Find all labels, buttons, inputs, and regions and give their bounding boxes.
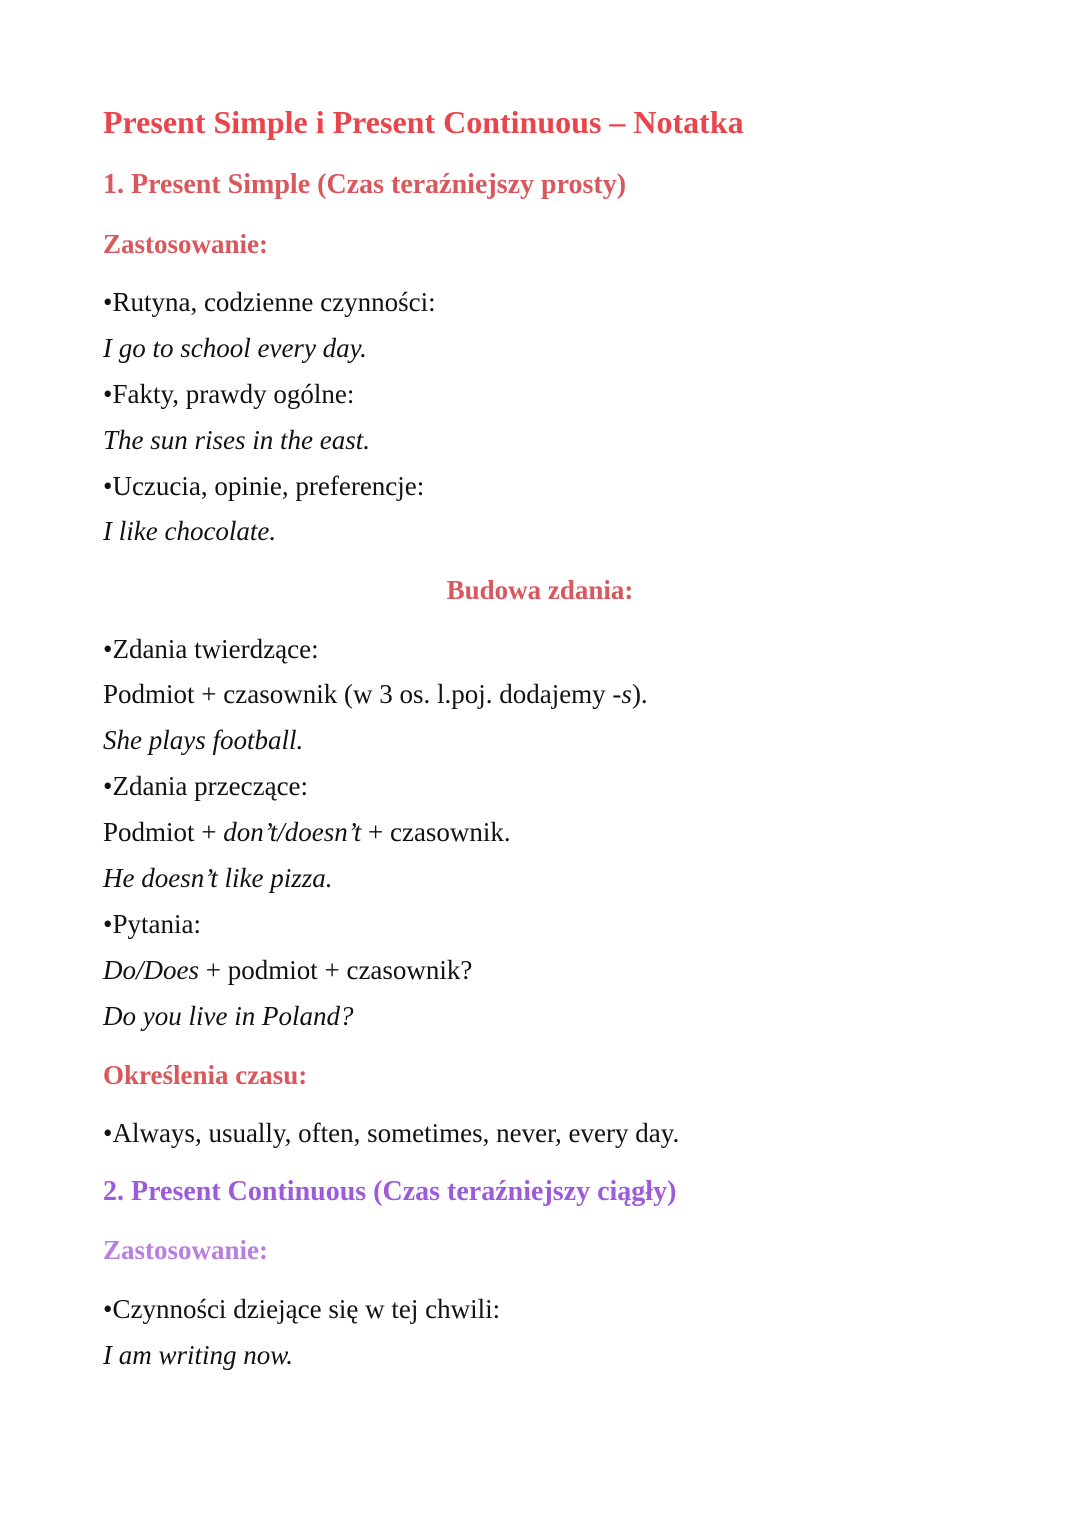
questions-label: •Pytania: (103, 909, 201, 939)
usage-item-example: I am writing now. (103, 1340, 294, 1370)
negative-label: •Zdania przeczące: (103, 771, 309, 801)
questions-rule-auxiliary: Do/Does (103, 955, 199, 985)
questions-rule-end: + podmiot + czasownik? (199, 955, 473, 985)
time-expressions-heading: Określenia czasu: (103, 1060, 308, 1090)
affirmative-rule (103, 677, 648, 711)
questions-rule (103, 953, 472, 987)
usage-item-label: •Czynności dziejące się w tej chwili: (103, 1294, 501, 1324)
section1-usage-heading: Zastosowanie: (103, 229, 269, 259)
negative-rule-end: + czasownik. (361, 817, 511, 847)
affirmative-rule-suffix: s (621, 679, 632, 709)
usage-item-example: I go to school every day. (103, 333, 367, 363)
affirmative-rule-text: Podmiot + czasownik (w 3 os. l.poj. dodajemy - (103, 679, 622, 709)
usage-item-label: •Rutyna, codzienne czynności: (103, 287, 436, 317)
section2-usage-heading: Zastosowanie: (103, 1235, 269, 1265)
page-title: Present Simple i Present Continuous – Notatka (103, 104, 744, 140)
negative-rule-text: Podmiot + (103, 817, 224, 847)
affirmative-example: She plays football. (103, 725, 304, 755)
usage-item-label: •Fakty, prawdy ogólne: (103, 379, 355, 409)
usage-item-example: The sun rises in the east. (103, 425, 370, 455)
affirmative-label: •Zdania twierdzące: (103, 634, 319, 664)
usage-item-label: •Uczucia, opinie, preferencje: (103, 471, 425, 501)
negative-rule (103, 815, 511, 849)
section1-heading: 1. Present Simple (Czas teraźniejszy prosty) (103, 169, 627, 200)
affirmative-rule-end: ). (631, 679, 648, 709)
negative-rule-auxiliary: don’t/doesn’t (223, 817, 362, 847)
time-expressions: •Always, usually, often, sometimes, never, every day. (103, 1118, 680, 1148)
section2-heading: 2. Present Continuous (Czas teraźniejszy ciągły) (103, 1176, 677, 1207)
questions-example: Do you live in Poland? (103, 1001, 354, 1031)
usage-item-example: I like chocolate. (103, 516, 277, 546)
negative-example: He doesn’t like pizza. (103, 863, 333, 893)
structure-heading: Budowa zdania: (446, 575, 634, 605)
